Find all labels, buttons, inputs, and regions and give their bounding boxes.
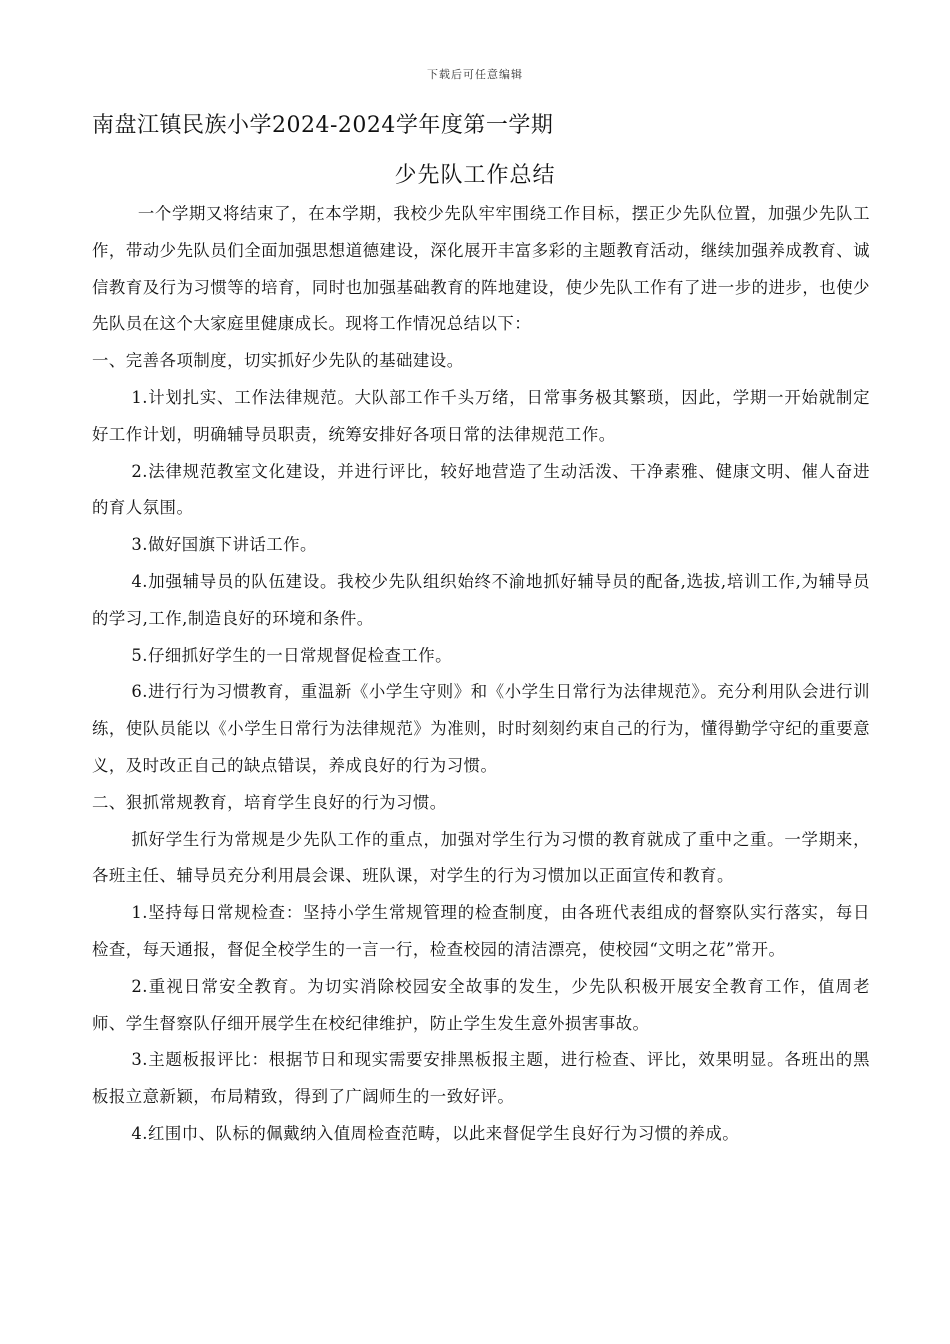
section-1-item-2: 2.法律规范教室文化建设，并进行评比，较好地营造了生动活泼、干净素雅、健康文明、催人奋进的育人氛围。 — [92, 461, 870, 518]
header-note: 下载后可任意编辑 — [427, 68, 523, 81]
section-2-intro: 抓好学生行为常规是少先队工作的重点，加强对学生行为习惯的教育就成了重中之重。一学期来，各班主任、辅导员充分利用晨会课、班队课，对学生的行为习惯加以正面宣传和教育。 — [92, 829, 870, 886]
section-1-item-3: 3.做好国旗下讲话工作。 — [131, 535, 317, 555]
section-2-item-4: 4.红围巾、队标的佩戴纳入值周检查范畴，以此来督促学生良好行为习惯的养成。 — [131, 1123, 740, 1143]
section-2-item-2: 2.重视日常安全教育。为切实消除校园安全故事的发生，少先队积极开展安全教育工作，值周老师、学生督察队仔细开展学生在校纪律维护，防止学生发生意外损害事故。 — [92, 976, 870, 1033]
document-body — [92, 196, 870, 1153]
section-1-heading: 一、完善各项制度，切实抓好少先队的基础建设。 — [92, 351, 464, 371]
section-1-item-6: 6.进行行为习惯教育，重温新《小学生守则》和《小学生日常行为法律规范》。充分利用队会进行训练，使队员能以《小学生日常行为法律规范》为准则，时时刻刻约束自己的行为，懂得勤学守纪的重要意义，及时改正自己的缺点错误，养成良好的行为习惯。 — [92, 682, 870, 775]
section-2-item-1: 1.坚持每日常规检查：坚持小学生常规管理的检查制度，由各班代表组成的督察队实行落实，每日检查，每天通报，督促全校学生的一言一行，检查校园的清洁漂亮，使校园“文明之花”常开。 — [92, 903, 870, 959]
section-1-item-4: 4.加强辅导员的队伍建设。我校少先队组织始终不渝地抓好辅导员的配备,选拔,培训工作,为辅导员的学习,工作,制造良好的环境和条件。 — [92, 571, 870, 628]
section-2-heading: 二、狠抓常规教育，培育学生良好的行为习惯。 — [92, 792, 447, 812]
document-title-line1: 南盘江镇民族小学2024-2024学年度第一学期 — [92, 113, 554, 138]
intro-paragraph: 一个学期又将结束了，在本学期，我校少先队牢牢围绕工作目标，摆正少先队位置，加强少先队工作，带动少先队员们全面加强思想道德建设，深化展开丰富多彩的主题教育活动，继续加强养成教育、诚信教育及行为习惯等的培育，同时也加强基础教育的阵地建设，使少先队工作有了进一步的进步，也使少先队员在这个大家庭里健康成长。现将工作情况总结以下： — [92, 204, 870, 334]
section-1-item-5: 5.仔细抓好学生的一日常规督促检查工作。 — [131, 645, 453, 665]
section-1-item-1: 1.计划扎实、工作法律规范。大队部工作千头万绪，日常事务极其繁琐，因此，学期一开始就制定好工作计划，明确辅导员职责，统筹安排好各项日常的法律规范工作。 — [92, 387, 870, 444]
section-2-item-3: 3.主题板报评比：根据节日和现实需要安排黑板报主题，进行检查、评比，效果明显。各班出的黑板报立意新颖，布局精致，得到了广阔师生的一致好评。 — [92, 1050, 870, 1107]
document-title-line2: 少先队工作总结 — [394, 163, 556, 188]
